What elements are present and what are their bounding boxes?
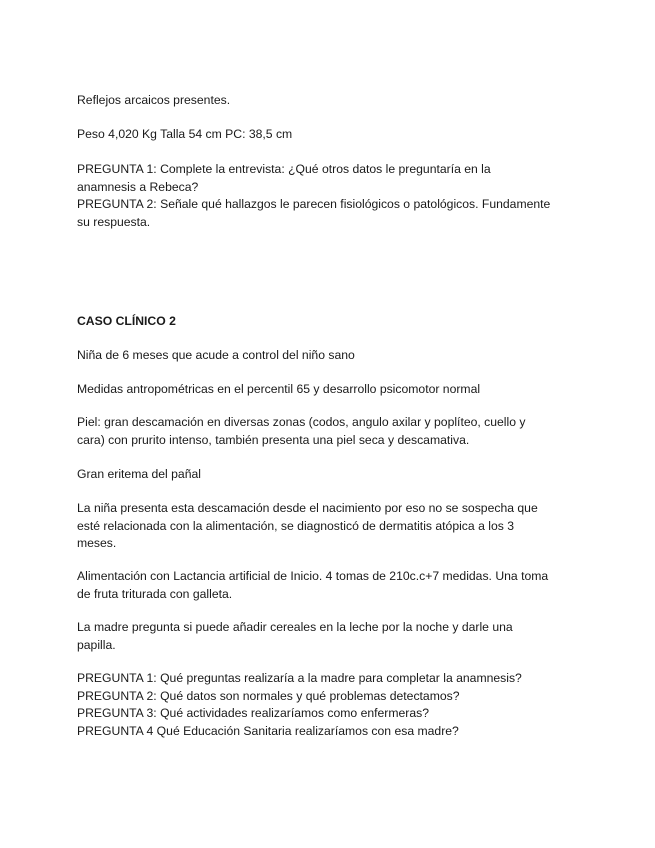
case-2-madre — [77, 619, 587, 654]
question-1-line-1: PREGUNTA 1: Complete la entrevista: ¿Qué otros datos le preguntaría en la — [77, 162, 491, 176]
piel-line-2: cara) con prurito intenso, también presenta una piel seca y descamativa. — [77, 432, 470, 447]
madre-line-2: papilla. — [77, 637, 116, 652]
question-2-line-2: su respuesta. — [77, 214, 151, 229]
case-2-intro: Niña de 6 meses que acude a control del niño sano — [77, 348, 355, 362]
madre-line-1: La madre pregunta si puede añadir cereales en la leche por la noche y darle una — [77, 620, 513, 634]
case-2-piel — [77, 414, 587, 449]
case-2-question-1: PREGUNTA 1: Qué preguntas realizaría a la madre para completar la anamnesis? — [77, 671, 522, 685]
alimentacion-line-1: Alimentación con Lactancia artificial de Inicio. 4 tomas de 210c.c+7 medidas. Una toma — [77, 569, 549, 583]
alimentacion-line-2: de fruta triturada con galleta. — [77, 586, 233, 601]
case-2-eritema: Gran eritema del pañal — [77, 467, 201, 481]
descamacion-line-2: esté relacionada con la alimentación, se diagnosticó de dermatitis atópica a los 3 — [77, 518, 514, 533]
case-2-descamacion — [77, 500, 587, 553]
case-2-alimentacion — [77, 568, 587, 603]
case-2-question-3: PREGUNTA 3: Qué actividades realizaríamos como enfermeras? — [77, 706, 429, 720]
question-1-line-2: anamnesis a Rebeca? — [77, 179, 199, 194]
case-2-question-2: PREGUNTA 2: Qué datos son normales y qué problemas detectamos? — [77, 688, 460, 703]
reflejos-text: Reflejos arcaicos presentes. — [77, 93, 231, 107]
piel-line-1: Piel: gran descamación en diversas zonas (codos, angulo axilar y poplíteo, cuello y — [77, 415, 526, 429]
case-2-questions — [77, 670, 587, 740]
descamacion-line-1: La niña presenta esta descamación desde el nacimiento por eso no se sospecha que — [77, 501, 538, 515]
descamacion-line-3: meses. — [77, 536, 117, 550]
question-2-line-1: PREGUNTA 2: Señale qué hallazgos le parecen fisiológicos o patológicos. Fundamente — [77, 197, 551, 211]
case-2-question-4: PREGUNTA 4 Qué Educación Sanitaria realizaríamos con esa madre? — [77, 723, 459, 738]
case-2-title: CASO CLÍNICO 2 — [77, 314, 176, 328]
medidas-text: Peso 4,020 Kg Talla 54 cm PC: 38,5 cm — [77, 127, 293, 141]
case-2-medidas: Medidas antropométricas en el percentil 65 y desarrollo psicomotor normal — [77, 382, 481, 396]
section1-questions — [77, 161, 587, 231]
